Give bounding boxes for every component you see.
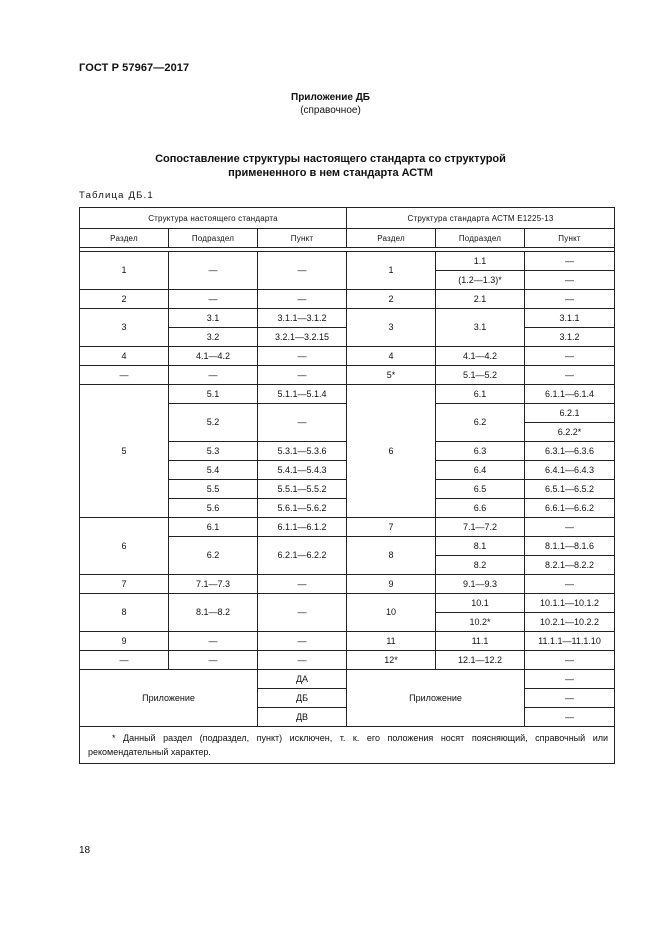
cell: 8.1—8.2	[169, 594, 258, 632]
cell: 5*	[347, 366, 436, 385]
cell: —	[525, 708, 615, 727]
cell: —	[258, 290, 347, 309]
cell: 5.4	[169, 461, 258, 480]
col-header-subsection: Подраздел	[169, 229, 258, 248]
cell: ДВ	[258, 708, 347, 727]
cell: 5	[80, 385, 169, 518]
cell: —	[169, 290, 258, 309]
document-code: ГОСТ Р 57967—2017	[79, 62, 190, 74]
cell: —	[80, 366, 169, 385]
table-label: Таблица ДБ.1	[79, 190, 154, 201]
cell: 10.1.1—10.1.2	[525, 594, 615, 613]
appendix-heading	[0, 91, 661, 117]
col-header-astm-subsection: Подраздел	[436, 229, 525, 248]
cell: 6.5	[436, 480, 525, 499]
col-header-astm-clause: Пункт	[525, 229, 615, 248]
cell: —	[525, 651, 615, 670]
cell: 12*	[347, 651, 436, 670]
cell: —	[258, 347, 347, 366]
appendix-title: Приложение ДБ	[291, 92, 370, 103]
table-row	[80, 518, 615, 537]
cell: —	[525, 347, 615, 366]
cell: —	[525, 518, 615, 537]
cell: 6.5.1—6.5.2	[525, 480, 615, 499]
cell: 4	[80, 347, 169, 366]
cell-appendix: Приложение	[80, 670, 258, 727]
section-title-line-2: примененного в нем стандарта АСТМ	[228, 167, 433, 179]
cell: 4.1—4.2	[436, 347, 525, 366]
cell: 5.2	[169, 404, 258, 442]
cell: 5.3	[169, 442, 258, 461]
footnote-row	[80, 727, 615, 764]
cell: —	[525, 689, 615, 708]
cell: 6.2.1—6.2.2	[258, 537, 347, 575]
cell: 3	[347, 309, 436, 347]
table-row	[80, 366, 615, 385]
cell: 5.1.1—5.1.4	[258, 385, 347, 404]
col-header-astm-section: Раздел	[347, 229, 436, 248]
cell: 7	[80, 575, 169, 594]
cell: 3.1.1—3.1.2	[258, 309, 347, 328]
cell: —	[258, 632, 347, 651]
page-number: 18	[79, 845, 91, 856]
table-row	[80, 385, 615, 404]
cell: 2	[80, 290, 169, 309]
table-row	[80, 594, 615, 613]
cell: —	[169, 632, 258, 651]
cell: 5.5.1—5.5.2	[258, 480, 347, 499]
cell: 5.4.1—5.4.3	[258, 461, 347, 480]
cell: 2.1	[436, 290, 525, 309]
cell: 6.2.1	[525, 404, 615, 423]
cell: 5.6.1—5.6.2	[258, 499, 347, 518]
cell: —	[525, 670, 615, 689]
cell: 5.1	[169, 385, 258, 404]
cell: 4	[347, 347, 436, 366]
cell: —	[169, 252, 258, 290]
cell: 10.2*	[436, 613, 525, 632]
table-row	[80, 347, 615, 366]
cell: 9.1—9.3	[436, 575, 525, 594]
cell: 6.2	[169, 537, 258, 575]
cell: 6.2	[436, 404, 525, 442]
cell: 6.6	[436, 499, 525, 518]
cell: 8.1	[436, 537, 525, 556]
cell: 3.2.1—3.2.15	[258, 328, 347, 347]
cell: 6.3	[436, 442, 525, 461]
cell: 5.6	[169, 499, 258, 518]
cell: 8.2.1—8.2.2	[525, 556, 615, 575]
cell: 6.4	[436, 461, 525, 480]
cell: —	[169, 651, 258, 670]
cell: —	[258, 594, 347, 632]
cell: 3	[80, 309, 169, 347]
cell: —	[258, 651, 347, 670]
cell: (1.2—1.3)*	[436, 271, 525, 290]
table-row	[80, 651, 615, 670]
table-row	[80, 575, 615, 594]
cell: 6.3.1—6.3.6	[525, 442, 615, 461]
cell: 6.1.1—6.1.4	[525, 385, 615, 404]
appendix-subtitle: (справочное)	[300, 105, 361, 116]
cell: 6.1.1—6.1.2	[258, 518, 347, 537]
cell: —	[258, 366, 347, 385]
group-header-row	[80, 208, 615, 229]
cell: 3.1.1	[525, 309, 615, 328]
col-header-clause: Пункт	[258, 229, 347, 248]
cell: 3.1	[169, 309, 258, 328]
cell: 3.2	[169, 328, 258, 347]
cell: 11.1.1—11.1.10	[525, 632, 615, 651]
cell: 6.1	[169, 518, 258, 537]
cell: 5.5	[169, 480, 258, 499]
cell: ДБ	[258, 689, 347, 708]
cell: —	[258, 404, 347, 442]
table-footnote: * Данный раздел (подраздел, пункт) исключен, т. к. его положения носят поясняющий, справочный или рекомендательный характер.	[80, 727, 615, 764]
cell: 9	[80, 632, 169, 651]
cell: 6.2.2*	[525, 423, 615, 442]
cell: 3.1	[436, 309, 525, 347]
cell: 10.1	[436, 594, 525, 613]
cell: 1	[347, 252, 436, 290]
cell: 6	[347, 385, 436, 518]
cell: 8.1.1—8.1.6	[525, 537, 615, 556]
cell: —	[525, 290, 615, 309]
cell: 6.6.1—6.6.2	[525, 499, 615, 518]
cell: ДА	[258, 670, 347, 689]
cell: 9	[347, 575, 436, 594]
table-row	[80, 670, 615, 689]
cell: 6	[80, 518, 169, 575]
cell: 6.1	[436, 385, 525, 404]
cell: 3.1.2	[525, 328, 615, 347]
cell-appendix: Приложение	[347, 670, 525, 727]
cell: 4.1—4.2	[169, 347, 258, 366]
cell: 7	[347, 518, 436, 537]
left-group-header: Структура настоящего стандарта	[80, 208, 347, 229]
cell: 1	[80, 252, 169, 290]
cell: 5.3.1—5.3.6	[258, 442, 347, 461]
table-row	[80, 309, 615, 328]
table-row	[80, 290, 615, 309]
cell: 10.2.1—10.2.2	[525, 613, 615, 632]
table-row	[80, 632, 615, 651]
cell: 11.1	[436, 632, 525, 651]
cell: —	[525, 271, 615, 290]
cell: 8.2	[436, 556, 525, 575]
section-title-line-1: Сопоставление структуры настоящего стандарта со структурой	[155, 153, 506, 165]
cell: 1.1	[436, 252, 525, 271]
cell: 5.1—5.2	[436, 366, 525, 385]
cell: 6.4.1—6.4.3	[525, 461, 615, 480]
cell: —	[258, 252, 347, 290]
right-group-header: Структура стандарта АСТМ Е1225-13	[347, 208, 615, 229]
col-header-section: Раздел	[80, 229, 169, 248]
table-row	[80, 252, 615, 271]
cell: —	[169, 366, 258, 385]
cell: —	[525, 366, 615, 385]
cell: —	[258, 575, 347, 594]
cell: 7.1—7.2	[436, 518, 525, 537]
cell: 8	[347, 537, 436, 575]
cell: 7.1—7.3	[169, 575, 258, 594]
cell: 12.1—12.2	[436, 651, 525, 670]
cell: —	[80, 651, 169, 670]
cell: 10	[347, 594, 436, 632]
cell: —	[525, 252, 615, 271]
column-header-row	[80, 229, 615, 248]
comparison-table	[79, 207, 615, 764]
cell: —	[525, 575, 615, 594]
cell: 8	[80, 594, 169, 632]
cell: 11	[347, 632, 436, 651]
section-title	[0, 152, 661, 180]
cell: 2	[347, 290, 436, 309]
